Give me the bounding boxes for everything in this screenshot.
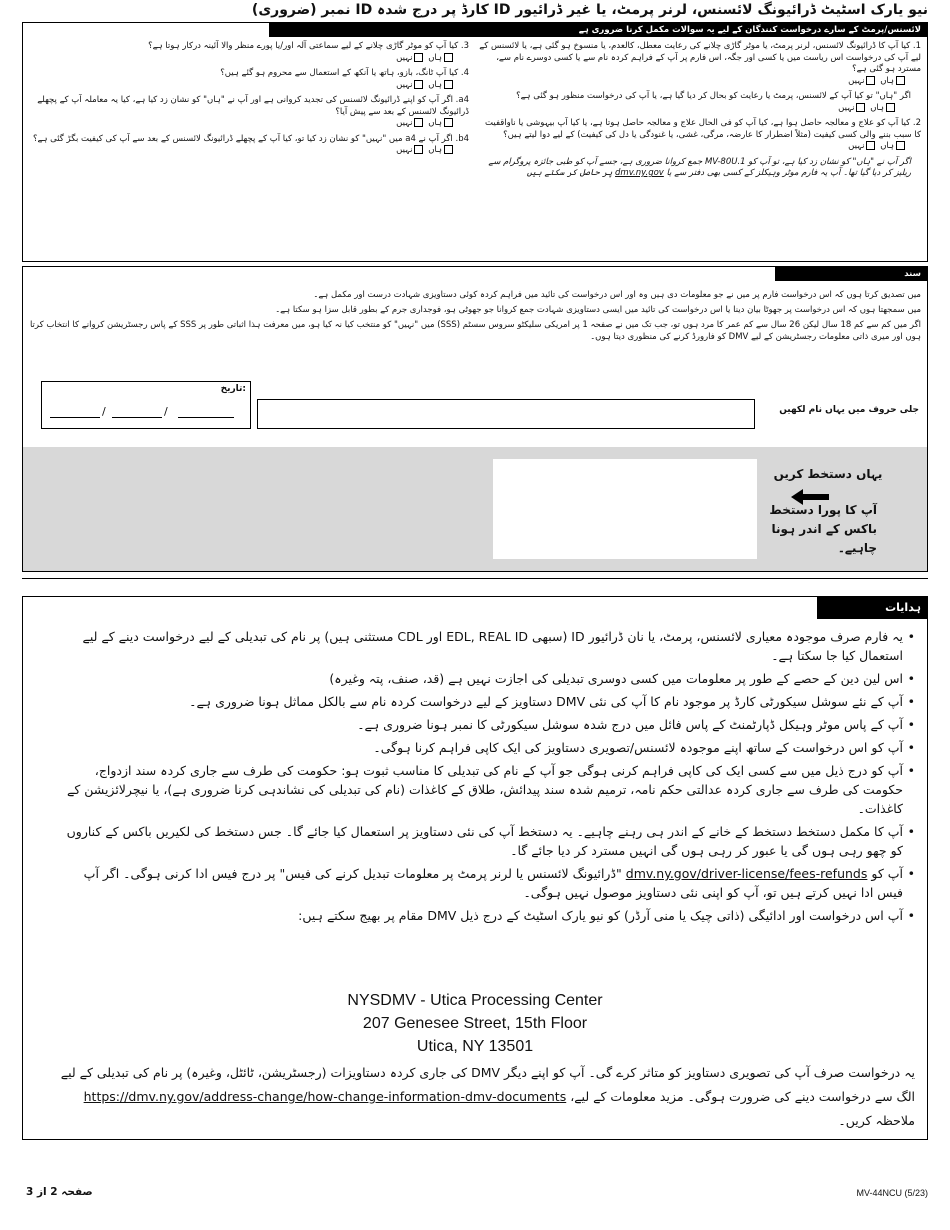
question-4a-no-checkbox[interactable]	[414, 118, 423, 127]
question-3-options	[27, 53, 469, 65]
address-change-link[interactable]: https://dmv.ny.gov/address-change/how-change-information-dmv-documents	[83, 1089, 567, 1104]
print-name-label: جلی حروف میں یہاں نام لکھیں	[779, 405, 919, 415]
yes-label: ہاں	[428, 79, 442, 90]
question-3-yes-checkbox[interactable]	[444, 53, 453, 62]
question-1b-no-checkbox[interactable]	[856, 103, 865, 112]
closing-paragraph	[53, 1061, 915, 1133]
question-2	[479, 118, 921, 153]
question-1-text: 1. کیا آپ کا ڈرائیونگ لائسنس، لرنر پرمٹ، یا موٹر گاڑی چلانے کی رعایت معطل، کالعدم، یا منسوخ ہو گئی ہے، یا لائسنس کے لیے آپ کی درخواست اس ریاست میں یا کسی اور جگہ، اس فارم پر آپ کے فراہم کردہ نام سے یا کسی دوسرے نام سے، مسترد ہو گئی ہے؟	[479, 41, 921, 74]
questions-right-column	[479, 41, 921, 184]
address-line: NYSDMV - Utica Processing Center	[347, 992, 603, 1009]
list-item: • آپ کے نئے سوشل سیکورٹی کارڈ پر موجود نام کا آپ کی نئی DMV دستاویز کے لیے درخواست کردہ نام سے بالکل مماثل ہونا ضروری ہے۔	[59, 692, 915, 711]
certification-text	[29, 289, 921, 346]
yes-label: ہاں	[428, 52, 442, 63]
question-2-options	[479, 141, 921, 153]
question-2-note-text: اگر آپ نے "ہاں" کو نشان زد کیا ہے، تو آپ کو MV-80U.1 جمع کروانا ضروری ہے، جسے آپ کو طبی جائزہ پروگرام سے ریلیز کر دیا گیا تھا۔ آپ یہ فارم موٹر وہیکلز کے کسی بھی دفتر سے یا	[488, 156, 911, 178]
question-1	[479, 41, 921, 87]
certification-section	[22, 266, 928, 572]
question-1-no-checkbox[interactable]	[866, 76, 875, 85]
no-label: نہیں	[838, 102, 855, 113]
list-item: • آپ کو درج ذیل میں سے کسی ایک کی کاپی فراہم کرنی ہوگی جو آپ کے نام کی تبدیلی کا مناسب ثبوت ہو: حکومت کی طرف سے جاری کردہ سند ازدواج، حکومت کی طرف سے جاری کردہ عدالتی حکم نامہ، ترمیم شدہ سند پیدائش، طلاق کے کاغذات (نام کی تبدیلی کی نشاندہی کرنا ضروری ہے)، یا نیچرلائزیشن کے کاغذات۔	[59, 761, 915, 818]
question-4-options	[27, 80, 469, 92]
list-item: • اس لین دین کے حصے کے طور پر معلومات میں کسی دوسری تبدیلی کی اجازت نہیں ہے (قد، صنف، پتہ وغیرہ)	[59, 669, 915, 688]
list-item: • آپ کا مکمل دستخط دستخط کے خانے کے اندر ہی رہنے چاہیے۔ یہ دستخط آپ کی نئی دستاویز پر استعمال کیا جائے گا۔ جس دستخط کی لکیریں باکس کے کناروں کو چھو رہی ہوں گی یا عبور کر رہی ہوں گی انہیں مسترد کر دیا جائے گا۔	[59, 822, 915, 860]
yes-label: ہاں	[880, 141, 894, 151]
yes-label: ہاں	[880, 75, 894, 86]
question-2-no-checkbox[interactable]	[866, 141, 875, 150]
no-label: نہیں	[396, 52, 413, 63]
divider	[22, 578, 928, 579]
question-1b-options	[479, 103, 911, 115]
question-4b-no-checkbox[interactable]	[414, 145, 423, 154]
no-label: نہیں	[396, 79, 413, 90]
list-item: • یہ فارم صرف موجودہ معیاری لائسنس، پرمٹ، یا نان ڈرائیور ID (سبھی EDL, REAL ID اور CDL مستثنی ہیں) پر نام کی تبدیلی کے لیے درخواست دینے کے لیے استعمال کیا جا سکتا ہے۔	[59, 627, 915, 665]
closing-text: یہ درخواست صرف آپ کی تصویری دستاویز کو متاثر کرے گی۔ آپ کو اپنے دیگر DMV کی جاری کردہ دستاویزات (رجسٹریشن، ٹائٹل، وغیرہ) پر نام کی تبدیلی کے لیے الگ سے درخواست دینے کی ضرورت ہوگی۔ مزید معلومات کے لیے،	[60, 1065, 915, 1104]
instructions-section	[22, 596, 928, 1140]
yes-label: ہاں	[428, 145, 442, 155]
date-separator: /	[164, 405, 168, 418]
yes-label: ہاں	[428, 118, 442, 128]
question-4b-text: b4. اگر آپ نے a4 میں "نہیں" کو نشان زد کیا تو، کیا آپ کے پچھلے ڈرائیونگ لائسنس کے بعد سے آپ کی کیفیت بگڑ گئی ہے؟	[32, 133, 469, 144]
certification-paragraph-2: میں سمجھتا ہوں کہ اس درخواست پر جھوٹا بیان دینا یا اس درخواست کی تائید میں ایسی دستاویزی شہادت جمع کروانا جو جھوٹی ہو، فوجداری جرم کے بطور قابل سزا ہو سکتا ہے۔	[275, 305, 921, 315]
dmv-link[interactable]: dmv.ny.gov	[615, 168, 664, 178]
no-label: نہیں	[848, 75, 865, 86]
date-label: تاریخ:	[220, 384, 246, 394]
question-1b-yes-checkbox[interactable]	[886, 103, 895, 112]
question-4-text: 4. کیا آپ ٹانگ، بازو، ہاتھ یا آنکھ کے استعمال سے محروم ہو گئے ہیں؟	[220, 68, 469, 78]
fee-list-item	[59, 864, 915, 902]
form-id: MV-44NCU (5/23)	[856, 1188, 928, 1198]
question-3-text: 3. کیا آپ کو موٹر گاڑی چلانے کے لیے سماعتی آلہ اور/یا پورے منظر والا آئینہ درکار ہوتا ہے؟	[148, 41, 469, 51]
question-4-no-checkbox[interactable]	[414, 80, 423, 89]
no-label: نہیں	[848, 141, 865, 151]
question-3-no-checkbox[interactable]	[414, 53, 423, 62]
date-month-line[interactable]	[50, 417, 100, 418]
date-day-line[interactable]	[112, 417, 162, 418]
fees-refunds-link[interactable]: dmv.ny.gov/driver-license/fees-refunds	[625, 866, 868, 881]
list-item: • آپ اس درخواست اور ادائیگی (ذاتی چیک یا منی آرڈر) کو نیو یارک اسٹیٹ کے درج ذیل DMV مقام پر بھیج سکتے ہیں:	[59, 906, 915, 925]
yes-label: ہاں	[870, 102, 884, 113]
question-4-yes-checkbox[interactable]	[444, 80, 453, 89]
question-4b	[27, 134, 469, 157]
page-title: نیو یارک اسٹیٹ ڈرائیونگ لائسنس، لرنر پرمٹ، یا غیر ڈرائیور ID کارڈ پر درج شدہ ID نمبر (ضروری)	[251, 2, 928, 18]
question-2-text: 2. کیا آپ کو علاج و معالجہ حاصل ہوا ہے، کیا آپ کو فی الحال علاج و معالجہ حاصل ہوتا ہے، یا کیا آپ بیہوشی یا ناواقفیت کا سبب بننے والی کسی کیفیت (مثلاً اضطرار کا عارضہ، مرگی، غشی، یا غنودگی یا دل کی کیفیت) کے لیے دوا لیتے ہیں؟	[485, 118, 921, 140]
certification-paragraph-1: میں تصدیق کرتا ہوں کہ اس درخواست فارم پر میں نے جو معلومات دی ہیں وہ اور اس درخواست کی تائید میں فراہم کردہ کوئی دستاویزی شہادت درست اور مکمل ہے۔	[313, 290, 921, 300]
no-label: نہیں	[396, 118, 413, 128]
question-4b-options	[27, 145, 469, 157]
mailing-address	[23, 989, 927, 1058]
question-4a-options	[27, 118, 469, 130]
certification-paragraph-3: اگر میں کم سے کم 18 سال لیکن 26 سال سے کم عمر کا مرد ہوں تو، جب تک میں نے صفحہ 1 پر امریکی سلیکٹو سروس سسٹم (SSS) میں "نہیں" کو منتخب کیا نہ کیا ہو، میں معرفت ہذا اثباتی طور پر SSS کے پاس رجسٹریشن کروانے کا انتخاب کرتا ہوں اور میری ذاتی معلومات رجسٹریشن کے لیے DMV کو فارورڈ کرنے کی منظوری دیتا ہوں۔	[29, 320, 921, 342]
question-2-note-after: پر حاصل کر سکتے ہیں	[526, 168, 613, 178]
page-number: صفحہ 2 از 3	[26, 1186, 93, 1198]
date-separator: /	[102, 405, 106, 418]
question-3	[27, 41, 469, 64]
instructions-list	[59, 627, 915, 929]
question-1-options	[479, 76, 921, 88]
question-4a-yes-checkbox[interactable]	[444, 118, 453, 127]
signature-box[interactable]	[493, 459, 757, 559]
signature-area	[23, 447, 927, 571]
question-2-note	[479, 157, 921, 180]
question-1b-text: اگر "ہاں" تو کیا آپ کے لائسنس، پرمٹ یا رعایت کو بحال کر دیا گیا ہے، یا آپ کی درخواست منظور ہو گئی ہے؟	[516, 91, 911, 101]
question-4a-text: a4. اگر آپ کو اپنے ڈرائیونگ لائسنس کی تجدید کروانی ہے اور آپ نے "ہاں" کو نشان زد کیا ہے، کیا یہ معاملہ آپ کے پچھلے ڈرائیونگ لائسنس کے بعد سے پیش آیا؟	[37, 95, 469, 117]
question-2-yes-checkbox[interactable]	[896, 141, 905, 150]
fee-text-after: "ڈرائیونگ لائسنس یا لرنر پرمٹ پر معلومات تبدیل کرنے کی فیس" پر درج فیس ادا کرنی ہوگی۔ اگر آپ فیس ادا نہیں کرتے ہیں تو، آپ کو اپنی نئی دستاویز موصول نہیں ہوگی۔	[83, 866, 903, 900]
list-item: • آپ کے پاس موٹر وہیکل ڈپارٹمنٹ کے پاس فائل میں درج شدہ سوشل سیکورٹی کا نمبر ہونا ضروری ہے۔	[59, 715, 915, 734]
question-4a	[27, 95, 469, 130]
list-item: • آپ کو اس درخواست کے ساتھ اپنے موجودہ لائسنس/تصویری دستاویز کی ایک کاپی فراہم کرنا ہوگی۔	[59, 738, 915, 757]
question-1b	[479, 91, 921, 114]
signature-note: آپ کا پورا دستخط باکس کے اندر ہونا چاہیے۔	[769, 503, 877, 555]
date-year-line[interactable]	[178, 417, 234, 418]
questions-left-column	[27, 41, 469, 161]
closing-text-after: ملاحظہ کریں۔	[838, 1113, 915, 1128]
fee-text-before: آپ کو	[871, 866, 903, 881]
no-label: نہیں	[396, 145, 413, 155]
address-line: Utica, NY 13501	[416, 1038, 534, 1055]
question-1-yes-checkbox[interactable]	[896, 76, 905, 85]
address-line: 207 Genesee Street, 15th Floor	[362, 1015, 588, 1032]
question-4b-yes-checkbox[interactable]	[444, 145, 453, 154]
questions-header-bar: لائسنس/پرمٹ کے سارے درخواست کنندگان کے لیے یہ سوالات مکمل کرنا ضروری ہے	[269, 23, 927, 37]
sign-here-label: یہاں دستخط کریں	[773, 467, 883, 481]
question-4	[27, 68, 469, 91]
date-field[interactable]	[41, 381, 251, 429]
print-name-input[interactable]	[257, 399, 755, 429]
questions-section	[22, 22, 928, 262]
certification-header-bar: سند	[775, 267, 927, 281]
instructions-header-bar: ہدایات	[817, 597, 927, 619]
